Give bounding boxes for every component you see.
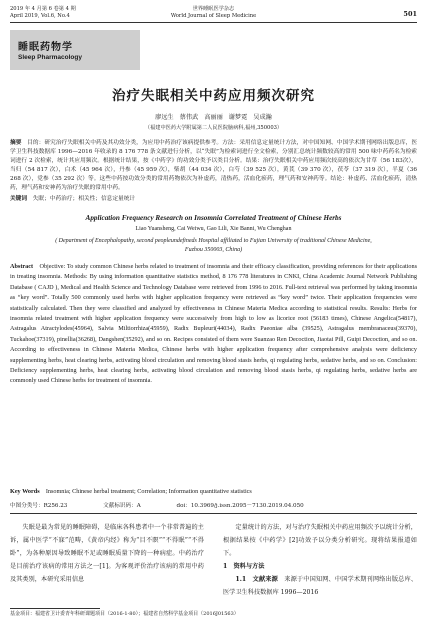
- body-column-left: [10, 521, 204, 586]
- abstract-label-en: Abstract: [10, 263, 34, 270]
- keywords-en: [10, 488, 417, 497]
- keywords-text-en: Insomnia; Chinese herbal treatment; Correlation; Information quantitative statistics: [45, 488, 252, 495]
- journal-name-en: World Journal of Sleep Medicine: [170, 13, 257, 19]
- body-column-right: [223, 521, 417, 599]
- section-title-en: Sleep Pharmacology: [18, 54, 82, 61]
- issue-zh: 2019 年 4 月第 6 卷第 4 期: [10, 6, 76, 12]
- abstract-en: [10, 262, 417, 387]
- section-heading-1: 1 资料与方法: [223, 563, 265, 570]
- abstract-text-zh: 目的：研究治疗失眠相关中药及其功效分类，为应用中药治疗该病提供参考。方法：采用信息定量统计方法，对中国知网、中国学术期刊网络出版总库，医学卫生科技数据库 1996—2016 年收录的 8 176 778 条文献进行分析，以“失眠”为检索词进行全文检索，分别汇总统计频数较高的常用 500 味中药药名为检索词进行 2 次检索，统计其应用频次。根据统计结果，按《中药学》的功效分类予以类目分析。结果：治疗失眠相关中药应用频次较高的依次为甘草（56 183次），当归（54 817 次），白术（45 964 次），丹参（45 959 次），柴胡（44 034 次），白芍（39 525 次），黄芪（39 370 次），茯苓（37 319 次），半夏（36 268 次），党参（35 292 次）等。这些中药按功效分类的常用药物依次为补虚药，清热药，活血化瘀药，理气药和安神药等。结论：补虚药、活血化瘀药，清热药，理气药和安神药为治疗失眠的常用中药。: [10, 140, 418, 191]
- article-title-zh: 治疗失眠相关中药应用频次研究: [112, 88, 315, 104]
- funding-footnote: 基金项目：福建省卫计委青年科研课题项目（2016-1-80）；福建省自然科学基金项目（2016J01563）: [10, 611, 239, 617]
- intro-paragraph: 失眠是最为常见的睡眠障碍，是临床各科患者中一个非常普遍的主诉，属中医学“不寐”范畴，《黄帝内经》称为“目不瞑”“不得眠”“不得卧”，为各种原因导致睡眠不足或睡眠质量下降的一种病症。中药治疗是目前治疗该病的常用方法之一[1]。为客观评价治疗该病的常用中药及其类别，本研究采用信息: [10, 524, 204, 583]
- article-title-en: Application Frequency Research on Insomnia Correlated Treatment of Chinese Herbs: [85, 214, 342, 222]
- page-number: 501: [403, 10, 417, 18]
- document-code: 文献标识码：A: [103, 503, 141, 509]
- article-metadata: [10, 501, 417, 509]
- affiliation-zh: （福建中医药大学附属第二人民医院脑病科,福州,350003）: [144, 125, 283, 131]
- issue-en: April 2019, Vol.6, No.4: [10, 13, 70, 19]
- keywords-label-en: Key Words: [10, 488, 40, 495]
- running-header: [10, 6, 417, 28]
- journal-name: [140, 6, 287, 20]
- journal-name-zh: 世界睡眠医学杂志: [192, 6, 235, 12]
- keywords-label-zh: 关键词: [10, 196, 28, 202]
- intro-paragraph-continued: 定量统计的方法，对与治疗失眠相关中药应用频次予以统计分析，根据结果按《中药学》[2]功效予以分类分析研究。现将结果报道如下。: [223, 524, 417, 557]
- doi: doi：10.3969/j.issn.2095－7130.2019.04.050: [176, 503, 304, 509]
- keywords-text-zh: 失眠；中药治疗；相关性；信息定量统计: [32, 196, 136, 202]
- section-title-zh: 睡眠药物学: [18, 42, 73, 53]
- abstract-label-zh: 摘要: [10, 140, 22, 146]
- affiliation-en: ( Department of Encephalopathy, second peopleundefineds Hospital affiliated to Fujian University of traditional Chinese Medicine, Fuzhou 350003, China): [55, 238, 372, 253]
- authors-zh: 廖远生 蔡伟武 高丽丽 谢梦霓 吴成瀚: [155, 114, 272, 121]
- journal-issue-info: [10, 6, 76, 20]
- section-1-1-paragraph: [223, 573, 417, 599]
- metadata-rule: [10, 513, 417, 514]
- keywords-zh: [10, 195, 417, 204]
- footnote-rule: [10, 608, 100, 609]
- abstract-zh: [10, 139, 417, 192]
- section-banner: [10, 30, 140, 70]
- section-1-1-label: 1.1 文献来源: [235, 576, 278, 583]
- header-rule: [10, 22, 417, 23]
- clc-number: 中图分类号：R256.23: [10, 503, 68, 509]
- authors-en: Liao Yuansheng, Cai Weiwu, Gao Lili, Xie Banni, Wu Chenghan: [135, 226, 292, 232]
- abstract-text-en: Objective: To study common Chinese herbs related to treatment of insomnia and their efficacy classification, providing references for their applications in treating insomnia. Methods: By using information quantitative statistics method, 8 176 778 literatures in CNKI, China Academic Journal Network Publishing Database ( CAJD ), Medical and Health Science and Technology Database were retrieved from 1996 to 2016. Full-text retrieval was performed by taking insomnia as “key word”. Totally 500 commonly used herbs with higher application frequency were retrieved as “key word” twice. Their application frequencies were statistically calculated. Then they were classified and analyzed by effectiveness in Chinese Materia Medica according to statistical results. Results: Herbs for insomnia related treatment with higher application frequency were successively from high to low as licorice root (56183 times), Chinese Angelica(54817), Astragalus Atractylodes(45964), Salvia Miltiorrhiza(45959), Radix Bupleuri(44034), Radix Paeoniae alba (39525), Astragalus membranaceus(39370), Tuckahoe(37319), pinellia(36268), Dangshen(35292), and so on. Recipes consisted of them were Suanzao Ren Decoction, Jiaotai Pill, Guipi Decoction, and so on. According to effectiveness in Chinese Materia Medica, Chinese herbs with higher application frequency after comprehensive analysis were deficiency supplementing herbs, heat clearing herbs, activating blood circulation and removing blood stasis herbs, qi regulating herbs, sedative herbs, and so on. Conclusion: Deficiency supplementing herbs, heat clearing herbs, activating blood circulation and removing blood stasis herbs, qi regulating herbs, sedative herbs are commonly used Chinese herbs for treatment of insomnia.: [10, 263, 418, 385]
- section-1-1-text: 来源于中国知网、中国学术期刊网络出版总库、医学卫生科技数据库 1996—2016: [223, 576, 418, 596]
